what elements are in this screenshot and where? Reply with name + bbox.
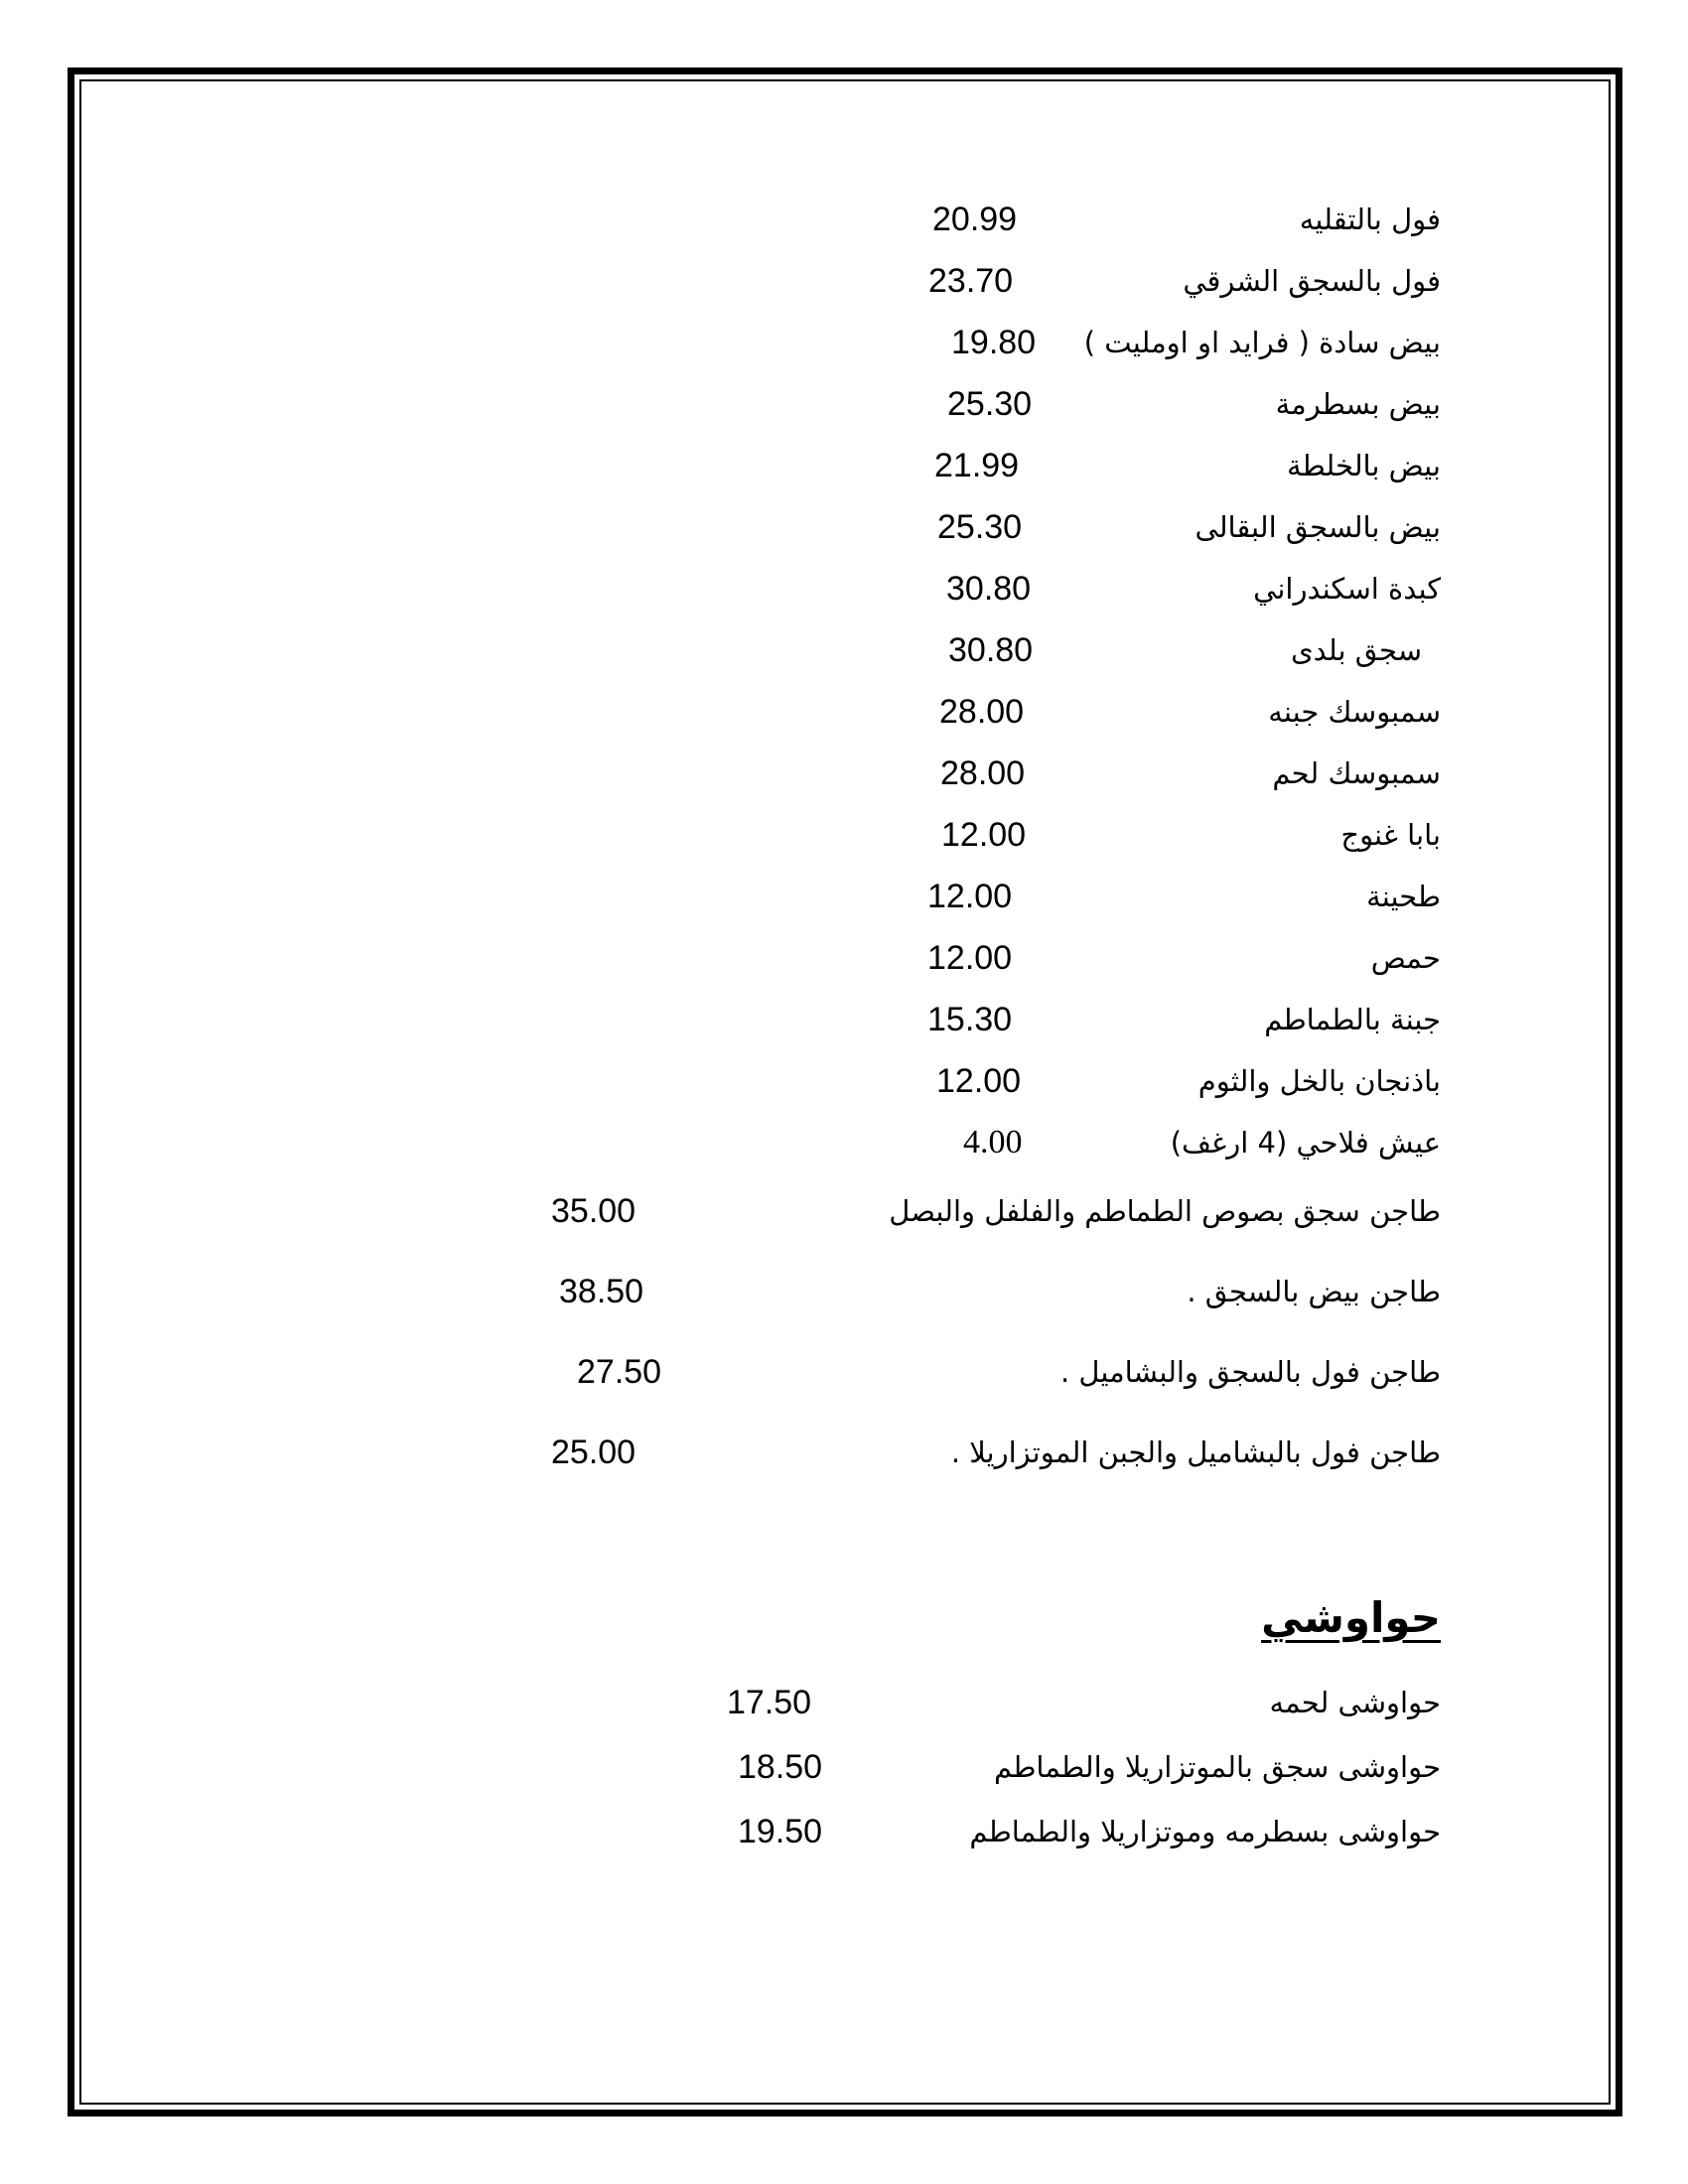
hawawshi-item-row [0,1678,1688,1727]
tagine-item-row [0,1186,1688,1236]
menu-item-row [0,810,1688,860]
menu-item-name: بيض بالسجق البقالى [1195,510,1441,544]
menu-item-price: 20.99 [932,201,1018,238]
menu-item-row [0,1056,1688,1106]
tagine-item-name: طاجن سجق بصوص الطماطم والفلفل والبصل [889,1194,1441,1228]
tagine-item-name: طاجن فول بالسجق والبشاميل . [1059,1355,1441,1389]
menu-item-price: 30.80 [948,631,1034,669]
menu-item-row [0,564,1688,614]
menu-item-row [0,872,1688,921]
section-title-hawawshi: حواوشي [1261,1593,1441,1642]
menu-item-name: بيض بالخلطة [1287,449,1441,482]
menu-item-row [0,256,1688,306]
hawawshi-item-name: حواوشى سجق بالموتزاريلا والطماطم [994,1750,1441,1784]
menu-item-row [0,502,1688,552]
menu-item-row [0,441,1688,490]
menu-item-row [0,625,1688,675]
menu-item-price: 30.80 [946,570,1032,608]
menu-item-row [0,995,1688,1044]
menu-item-price: 21.99 [934,447,1020,484]
menu-item-price: 12.00 [941,816,1027,854]
hawawshi-item-row [0,1807,1688,1856]
menu-item-price: 28.00 [939,693,1025,731]
menu-item-row [0,195,1688,244]
menu-item-name: سمبوسك لحم [1272,756,1441,790]
menu-item-name: فول بالسجق الشرقي [1183,264,1441,298]
tagine-item-price: 35.00 [551,1192,636,1230]
menu-item-row [0,1118,1688,1167]
menu-item-name: حمص [1370,941,1441,975]
tagine-item-row [0,1428,1688,1477]
menu-item-price: 4.00 [963,1124,1023,1160]
menu-item-name: عيش فلاحي (4 ارغف) [1170,1126,1441,1160]
menu-item-row [0,933,1688,983]
tagine-item-name: طاجن فول بالبشاميل والجبن الموتزاريلا . [950,1435,1441,1469]
tagine-item-row [0,1267,1688,1316]
menu-item-name: باذنجان بالخل والثوم [1197,1064,1441,1098]
menu-item-name: جبنة بالطماطم [1264,1003,1441,1036]
tagine-item-row [0,1347,1688,1397]
tagine-item-price: 25.00 [551,1433,636,1471]
menu-item-row [0,749,1688,798]
hawawshi-item-name: حواوشى لحمه [1269,1686,1441,1719]
menu-item-price: 28.00 [940,754,1026,792]
hawawshi-item-price: 17.50 [727,1684,812,1721]
menu-item-name: طحينة [1366,880,1441,913]
tagine-item-price: 27.50 [577,1353,662,1391]
menu-item-price: 15.30 [927,1001,1013,1038]
menu-item-name: سجق بلدى [1290,633,1422,667]
menu-item-price: 25.30 [947,385,1033,423]
menu-item-row [0,379,1688,429]
menu-item-price: 25.30 [937,508,1023,546]
menu-item-name: كبدة اسكندراني [1253,572,1441,606]
menu-item-name: فول بالتقليه [1299,203,1441,236]
hawawshi-item-price: 19.50 [738,1813,823,1850]
menu-item-name: بيض سادة ( فرايد او اومليت ) [1083,326,1441,359]
menu-item-row [0,318,1688,367]
menu-item-name: بيض بسطرمة [1275,387,1441,421]
menu-item-price: 12.00 [927,939,1013,977]
menu-item-name: سمبوسك جبنه [1268,695,1441,729]
menu-item-price: 23.70 [928,262,1014,300]
menu-item-price: 19.80 [951,324,1037,361]
tagine-item-price: 38.50 [559,1273,644,1310]
tagine-item-name: طاجن بيض بالسجق . [1187,1275,1441,1308]
menu-item-row [0,687,1688,737]
hawawshi-item-row [0,1742,1688,1792]
menu-item-price: 12.00 [927,878,1013,915]
menu-item-price: 12.00 [936,1062,1022,1100]
hawawshi-item-price: 18.50 [738,1748,823,1786]
menu-item-name: بابا غنوج [1340,818,1441,852]
hawawshi-item-name: حواوشى بسطرمه وموتزاريلا والطماطم [969,1815,1441,1848]
